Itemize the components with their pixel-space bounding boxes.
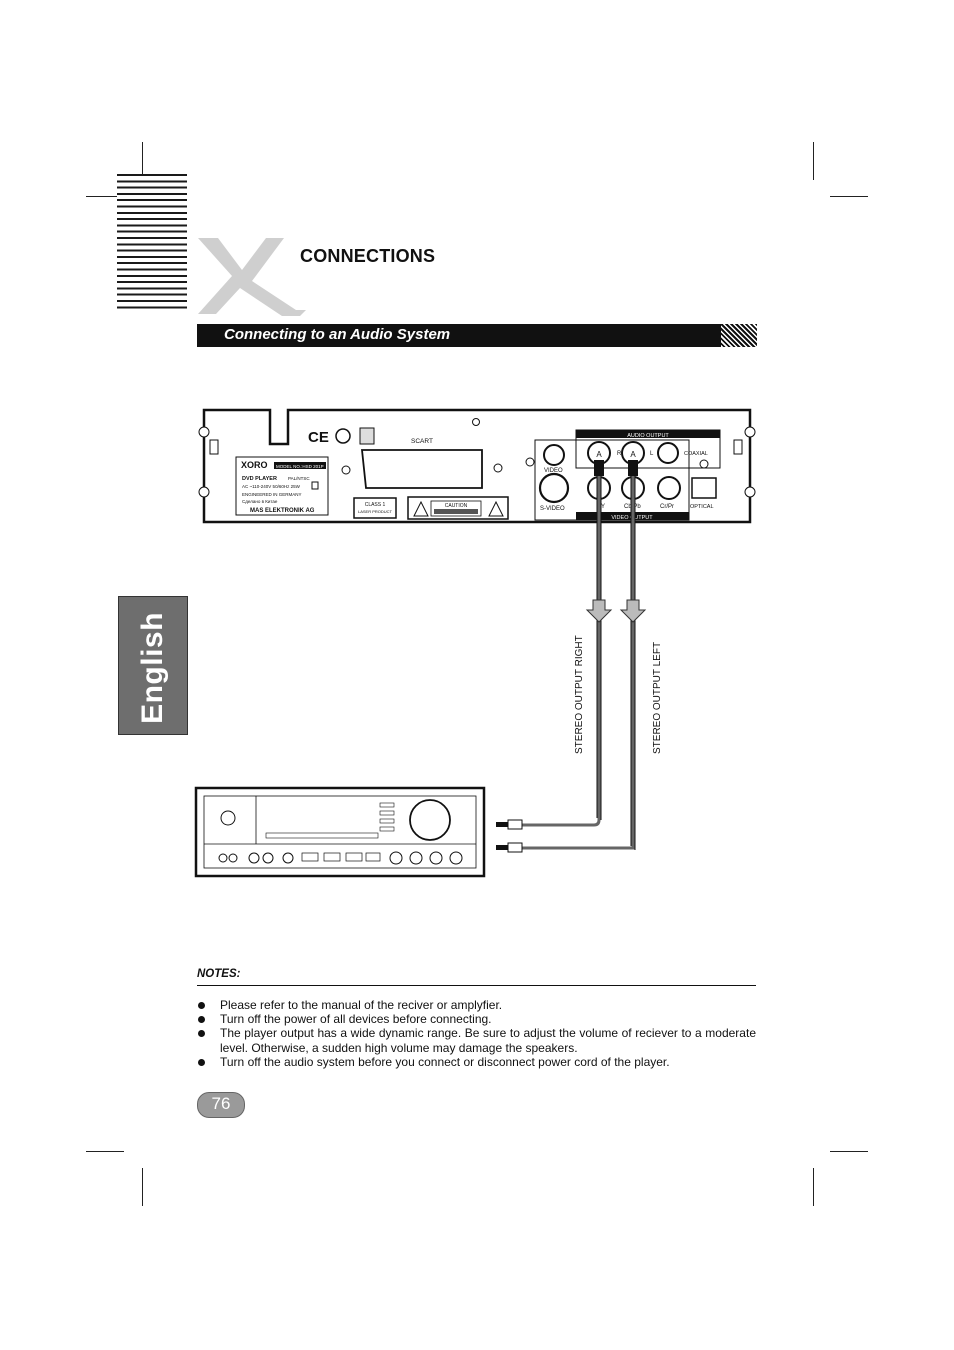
note-item: The player output has a wide dynamic range. Be sure to adjust the volume of reciever to a moderate level. Otherwise, a sudden high volume may damage the speakers. — [220, 1026, 756, 1055]
bullet-icon — [198, 1002, 205, 1009]
made-in-label: Сделано в Китае — [242, 499, 278, 504]
laser-line2: LASER PRODUCT — [357, 509, 393, 514]
svg-text:A: A — [630, 450, 636, 459]
jack-l-label: L — [650, 451, 654, 457]
notes-divider — [197, 985, 756, 986]
video-label: VIDEO — [544, 468, 563, 474]
section-header-bar — [197, 324, 757, 347]
crop-mark — [813, 142, 814, 180]
caution-label: CAUTION — [444, 503, 468, 509]
note-item: Turn off the power of all devices before connecting. — [220, 1012, 492, 1026]
audio-output-label: AUDIO OUTPUT — [627, 433, 669, 439]
laser-line1: CLASS 1 — [364, 502, 386, 508]
video-output-label: VIDEO OUTPUT — [611, 515, 653, 521]
notes-heading: NOTES: — [197, 968, 241, 980]
product-label: DVD PLAYER — [242, 476, 277, 482]
rca-plug — [496, 843, 522, 852]
crop-mark — [830, 1151, 868, 1152]
dvd-rear-panel — [199, 410, 755, 522]
note-item: Turn off the audio system before you connect or disconnect power cord of the player. — [220, 1055, 670, 1069]
language-label: English — [136, 612, 169, 724]
connection-diagram — [190, 400, 780, 890]
page-number: 76 — [211, 1094, 231, 1113]
bullet-icon — [198, 1030, 205, 1037]
cb-pb-label: Cb/Pb — [624, 504, 641, 510]
model-label: MODEL NO.:HSD 201P — [276, 464, 324, 469]
stereo-left-label: STEREO OUTPUT LEFT — [652, 641, 663, 754]
coaxial-label: COAXIAL — [684, 451, 708, 457]
note-item: Please refer to the manual of the reciver or amplyfier. — [220, 998, 503, 1012]
stereo-right-label: STEREO OUTPUT RIGHT — [574, 635, 585, 754]
bullet-icon — [198, 1016, 205, 1023]
svg-text:A: A — [596, 450, 602, 459]
power-label: AC ~110-240V 50/60Hz 25W — [242, 484, 300, 489]
header-stripes — [117, 174, 187, 312]
system-label: PAL/NTSC — [288, 476, 310, 481]
optical-label: OPTICAL — [690, 504, 714, 510]
crop-mark — [813, 1168, 814, 1206]
cr-pr-label: Cr/Pr — [660, 504, 674, 510]
page-title: CONNECTIONS — [300, 246, 436, 266]
crop-mark — [142, 1168, 143, 1206]
svg-text:CE: CE — [308, 429, 329, 446]
company-label: MAS ELEKTRONIK AG — [250, 508, 315, 514]
brand-label: XORO — [241, 460, 268, 470]
page-number-badge — [197, 1092, 245, 1118]
crop-mark — [86, 1151, 124, 1152]
section-bar-pattern — [721, 324, 757, 347]
bullet-icon — [198, 1059, 205, 1066]
section-title: Connecting to an Audio System — [224, 326, 451, 343]
language-tab — [118, 596, 188, 735]
audio-receiver — [196, 788, 484, 876]
rca-plug — [496, 820, 522, 829]
jack-r-label: R — [617, 451, 622, 457]
engineered-label: ENGINEERED IN GERMANY — [242, 492, 302, 497]
scart-label: SCART — [411, 438, 433, 445]
y-label: Y — [601, 504, 606, 510]
s-video-label: S-VIDEO — [540, 506, 565, 512]
crop-mark — [830, 196, 868, 197]
xoro-x-logo-icon — [196, 236, 306, 316]
